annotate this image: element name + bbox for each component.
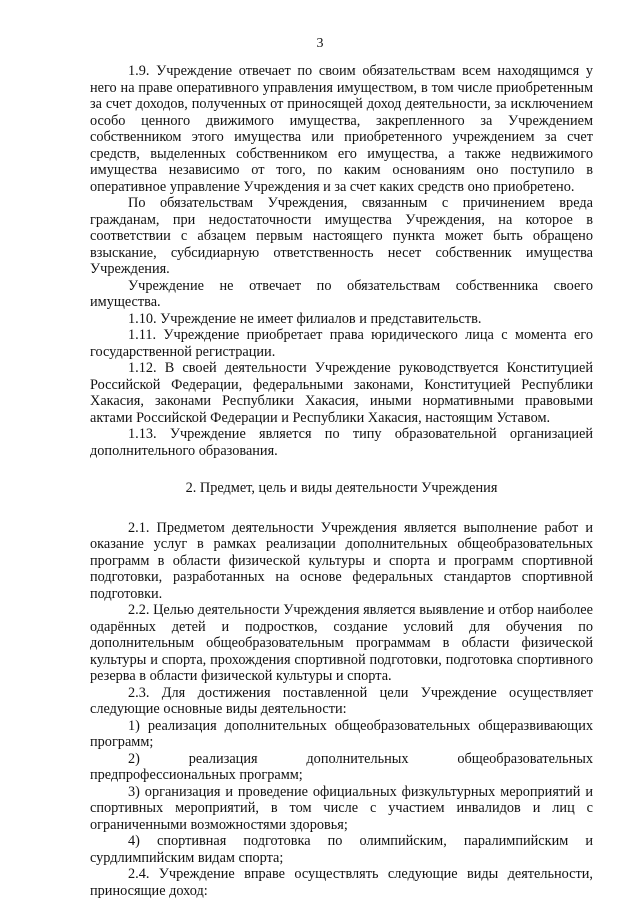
list-item-2-first-line	[128, 751, 593, 768]
list-item-4: 4) спортивная подготовка по олимпийским, паралимпийским и сурдлимпийским видам спорта;	[90, 833, 593, 866]
list-item-1: 1) реализация дополнительных общеобразовательных общеразвивающих программ;	[90, 717, 593, 750]
paragraph-2-2: 2.2. Целью деятельности Учреждения является выявление и отбор наиболее одарённых детей и подростков, создание условий для обучения по дополнительным общеобразовательным программам в области физической культуры и спорта, прохождения спортивной подготовки, подготовка спортивного резерва в области физической культуры и спорта.	[90, 602, 593, 684]
list-item-2-word: общеобразовательных	[457, 750, 593, 767]
paragraph-2-4: 2.4. Учреждение вправе осуществлять следующие виды деятельности, приносящие доход:	[90, 866, 593, 899]
list-item-2-word: 2)	[128, 750, 140, 767]
paragraph-1-12: 1.12. В своей деятельности Учреждение руководствуется Конституцией Российской Федерации, федеральными законами, Конституцией Республики Хакасия, законами Республики Хакасия, иными нормативными правовыми актами Российской Федерации и Республики Хакасия, настоящим Уставом.	[90, 360, 593, 426]
paragraph-1-13: 1.13. Учреждение является по типу образовательной организацией дополнительного образования.	[90, 426, 593, 459]
page-number: 3	[316, 36, 324, 51]
list-item-2-continuation: предпрофессиональных программ;	[90, 767, 303, 783]
paragraph-1-9: 1.9. Учреждение отвечает по своим обязательствам всем находящимся у него на праве оперативного управления имуществом, в том числе приобретенным за счет доходов, полученных от приносящей доход деятельности, за исключением особо ценного движимого имущества, закрепленного за Учреждением собственником этого имущества или приобретенного учреждением за счет средств, выделенных собственником его имущества, а также недвижимого имущества независимо от того, по каким основаниям оно поступило в оперативное управление Учреждения и за счет каких средств оно приобретено.	[90, 63, 593, 195]
paragraph-1-10: 1.10. Учреждение не имеет филиалов и представительств.	[128, 310, 482, 327]
paragraph-subsidiary-liability: По обязательствам Учреждения, связанным с причинением вреда гражданам, при недостаточности имущества Учреждения, на которое в соответствии с абзацем первым настоящего пункта может быть обращено взыскание, субсидиарную ответственность несет собственник имущества Учреждения.	[90, 195, 593, 277]
paragraph-2-1: 2.1. Предметом деятельности Учреждения является выполнение работ и оказание услуг в рамках реализации дополнительных общеобразовательных программ в области физической культуры и спорта и программ спортивной подготовки, разработанных на основе федеральных стандартов спортивной подготовки.	[90, 519, 593, 602]
list-item-2-word: дополнительных	[306, 750, 409, 767]
section-2-heading: 2. Предмет, цель и виды деятельности Учреждения	[185, 480, 498, 496]
list-item-3: 3) организация и проведение официальных физкультурных мероприятий и спортивных мероприятий, в том числе с участием инвалидов и лиц с ограниченными возможностями здоровья;	[90, 783, 593, 833]
paragraph-owner-obligations: Учреждение не отвечает по обязательствам собственника своего имущества.	[90, 277, 593, 310]
paragraph-2-3: 2.3. Для достижения поставленной цели Учреждение осуществляет следующие основные виды деятельности:	[90, 684, 593, 717]
paragraph-1-11: 1.11. Учреждение приобретает права юридического лица с момента его государственной регистрации.	[90, 327, 593, 360]
document-body	[90, 63, 593, 899]
list-item-2-word: реализация	[188, 750, 258, 767]
